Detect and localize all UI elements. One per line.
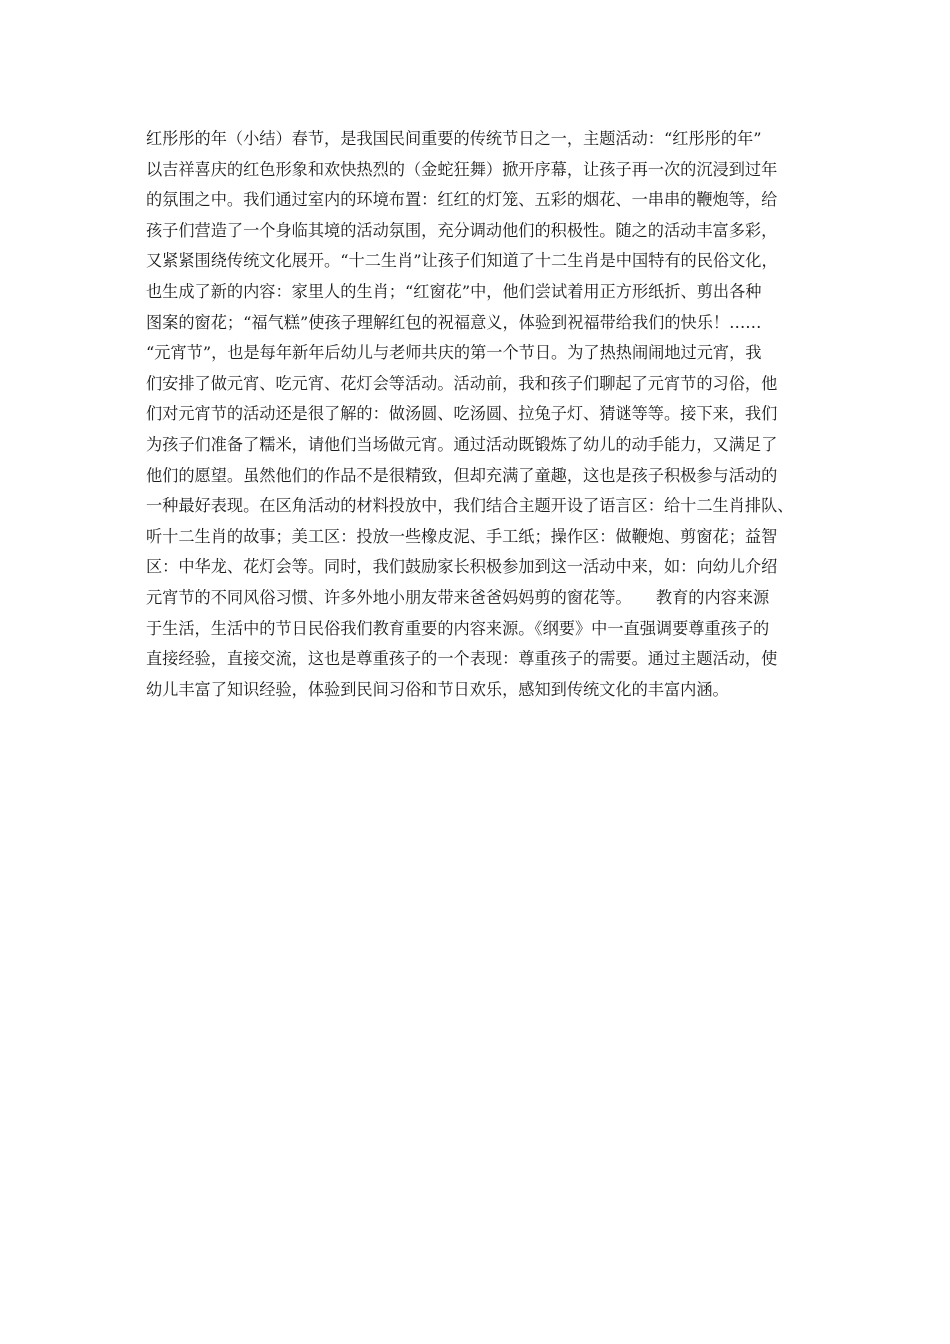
text-line: 于生活，生活中的节日民俗我们教育重要的内容来源。《纲要》中一直强调要尊重孩子的 [146,618,770,638]
text-line: 以吉祥喜庆的红色形象和欢快热烈的（金蛇狂舞）掀开序幕，让孩子再一次的沉浸到过年 [146,159,778,179]
text-line: “元宵节”，也是每年新年后幼儿与老师共庆的第一个节日。为了热热闹闹地过元宵，我 [146,343,762,363]
text-line: 图案的窗花；“福气糕”使孩子理解红包的祝福意义，体验到祝福带给我们的快乐！…… [146,312,762,332]
text-line: 一种最好表现。在区角活动的材料投放中，我们结合主题开设了语言区：给十二生肖排队、 [146,496,794,516]
text-line: 为孩子们准备了糯米，请他们当场做元宵。通过活动既锻炼了幼儿的动手能力，又满足了 [146,434,778,454]
text-line: 直接经验，直接交流，这也是尊重孩子的一个表现：尊重孩子的需要。通过主题活动，使 [146,649,778,669]
body-paragraph [146,124,814,705]
text-line: 区：中华龙、花灯会等。同时，我们鼓励家长积极参加到这一活动中来，如：向幼儿介绍 [146,557,778,577]
text-line: 孩子们营造了一个身临其境的活动氛围，充分调动他们的积极性。随之的活动丰富多彩， [146,220,778,240]
text-line: 们安排了做元宵、吃元宵、花灯会等活动。活动前，我和孩子们聊起了元宵节的习俗，他 [146,373,778,393]
text-line: 听十二生肖的故事；美工区：投放一些橡皮泥、手工纸；操作区：做鞭炮、剪窗花；益智 [146,526,778,546]
text-line: 的氛围之中。我们通过室内的环境布置：红红的灯笼、五彩的烟花、一串串的鞭炮等，给 [146,190,778,210]
text-line: 也生成了新的内容：家里人的生肖；“红窗花”中，他们尝试着用正方形纸折、剪出各种 [146,281,762,301]
text-line: 红彤彤的年（小结）春节，是我国民间重要的传统节日之一，主题活动：“红彤彤的年” [146,129,762,148]
text-line: 们对元宵节的活动还是很了解的：做汤圆、吃汤圆、拉兔子灯、猜谜等等。接下来，我们 [146,404,778,424]
text-line: 又紧紧围绕传统文化展开。“十二生肖”让孩子们知道了十二生肖是中国特有的民俗文化， [146,251,778,271]
text-line: 幼儿丰富了知识经验，体验到民间习俗和节日欢乐，感知到传统文化的丰富内涵。 [146,679,729,699]
text-line: 元宵节的不同风俗习惯、许多外地小朋友带来爸爸妈妈剪的窗花等。 教育的内容来源 [146,587,770,607]
text-line: 他们的愿望。虽然他们的作品不是很精致，但却充满了童趣，这也是孩子积极参与活动的 [146,465,778,485]
